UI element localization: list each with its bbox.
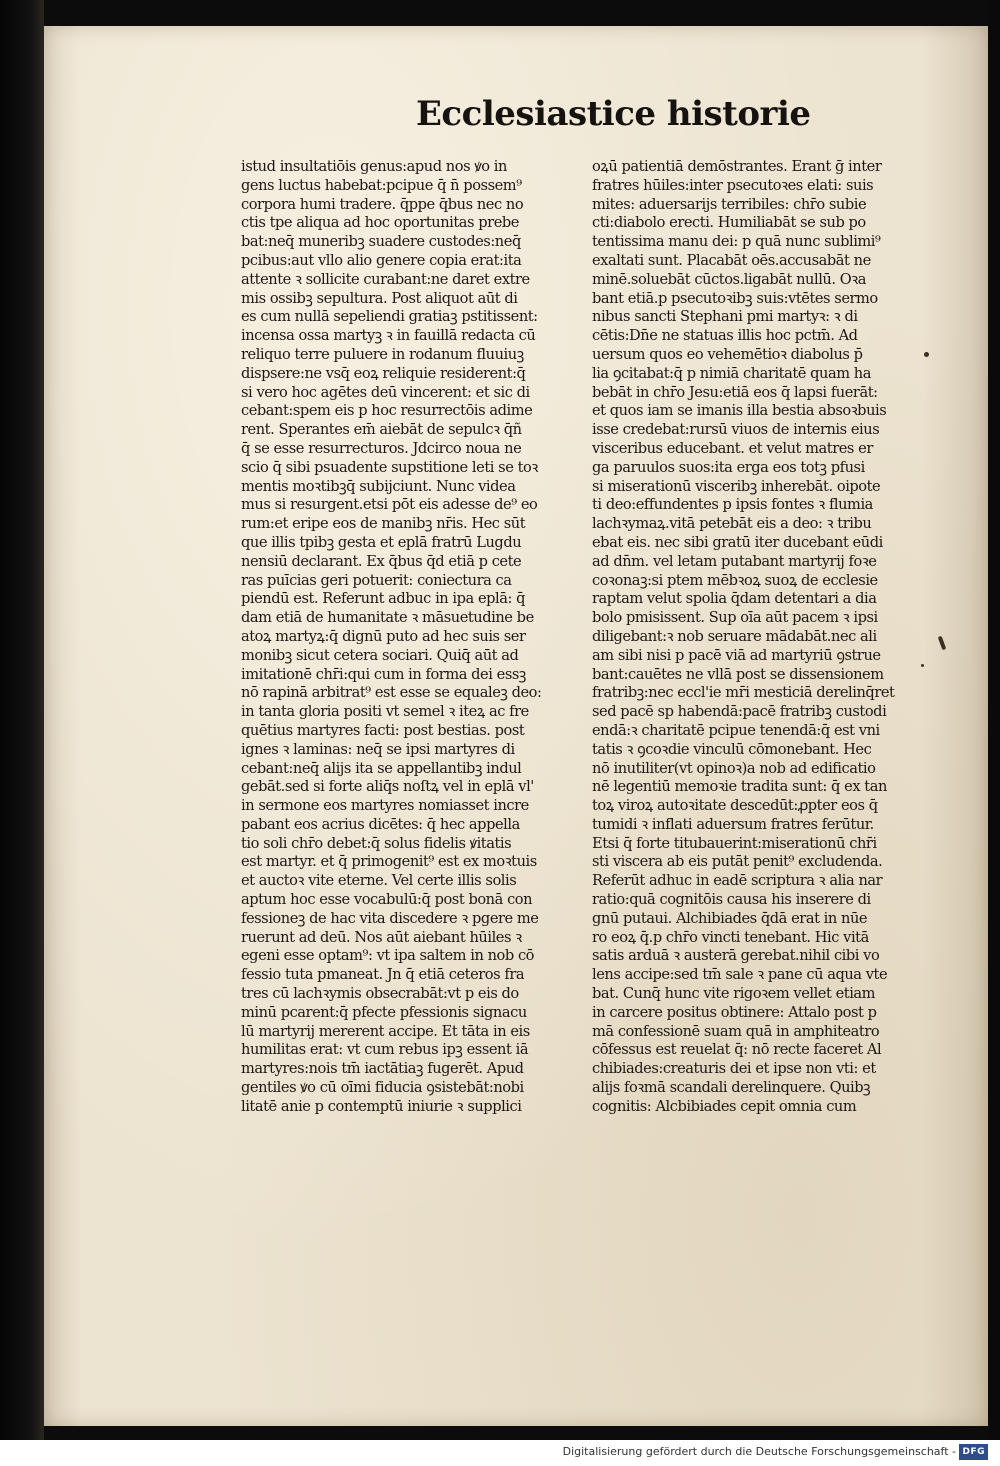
text-line: pabant eos acrius dicētes: q̄ hec appella [241, 815, 520, 833]
text-line: incensa ossa martyꝫ ꝛ in fauillā redacta cū [241, 327, 536, 345]
text-line: nō rapinā arbitrat⁹ est esse se equaleꝫ deo: [241, 684, 542, 702]
text-line: bolo pmisissent. Sup oīa aūt pacem ꝛ ipsi [592, 609, 878, 627]
text-line: aptum hoc esse vocabulū:q̄ post bonā con [241, 891, 533, 909]
text-line: endā:ꝛ charitatē pcipue tenendā:q̄ est vni [592, 721, 880, 739]
text-line: bat:neq̄ muneribꝫ suadere custodes:neq̄ [241, 233, 521, 251]
text-line: tres cū lachꝛymis obsecrabāt:vt p eis do [241, 985, 519, 1003]
text-line: et quos iam se imanis illa bestia absoꝛbuis [592, 402, 887, 420]
text-line: dispsere:ne vsq̄ eoꝝ reliquie residerent:q̄ [241, 364, 526, 382]
text-line: monibꝫ sicut cetera sociari. Quiq̄ aūt ad [241, 646, 519, 664]
text-line: ignes ꝛ laminas: neq̄ se ipsi martyres di [241, 740, 515, 758]
text-line: cebant:neq̄ alijs ita se appellantibꝫ indul [241, 759, 522, 777]
text-line: martyres:nois tm̄ iactātiaꝫ fugerēt. Apud [241, 1060, 524, 1078]
text-line: lia ꝯcitabat:q̄ p nimiā charitatē quam ha [592, 364, 871, 382]
text-line: minē.soluebāt cūctos.ligabāt nullū. Oꝛa [592, 270, 866, 288]
ink-blot [921, 664, 924, 667]
text-line: rent. Sperantes em̄ aiebāt de sepulcꝛ q̄ñ [241, 421, 522, 439]
text-line: nibus sancti Stephani pmi martyꝛ: ꝛ di [592, 308, 858, 326]
text-line: in sermone eos martyres nomiasset incre [241, 797, 529, 815]
text-line: dam etiā de humanitate ꝛ māsuetudine be [241, 609, 534, 627]
text-line: diligebant:ꝛ nob seruare mādabāt.nec ali [592, 627, 877, 645]
text-line: litatē anie p contemptū iniurie ꝛ supplici [241, 1097, 522, 1115]
text-line: gebāt.sed si forte aliq̄s noſtꝝ vel in eplā vl' [241, 778, 534, 796]
text-line: mentis moꝛtibꝫq̄ subijciunt. Nunc videa [241, 477, 516, 495]
text-line: attente ꝛ sollicite curabant:ne daret extre [241, 270, 530, 288]
text-line: nō inutiliter(vt opinoꝛ)a nob ad edificatio [592, 759, 876, 777]
text-line: sed pacē sp habendā:pacē fratribꝫ custodi [592, 703, 887, 721]
text-line: alijs foꝛmā scandali derelinquere. Quibꝫ [592, 1079, 871, 1097]
text-line: bat. Cunq̄ hunc vite rigoꝛem vellet etiam [592, 985, 876, 1003]
text-line: humilitas erat: vt cum rebus ipꝫ essent iā [241, 1041, 529, 1059]
text-line: fessio tuta pmaneat. Jn q̄ etiā ceteros fra [241, 966, 525, 984]
text-line: cebant:spem eis p hoc resurrectōis adime [241, 402, 533, 420]
text-line: oꝝū patientiā demōstrantes. Erant ḡ inter [592, 158, 882, 175]
text-line: uersum quos eo vehemētioꝛ diabolus p̄ [592, 345, 863, 363]
text-line: tatis ꝛ ꝯcoꝛdie vinculū cōmonebant. Hec [592, 740, 872, 758]
text-line: raptam velut spolia q̄dam detentari a dia [592, 590, 877, 608]
text-line: am sibi nisi p pacē viā ad martyriū ꝯstrue [592, 646, 881, 664]
text-line: cētis:Dn̄e ne statuas illis hoc pctm̄. Ad [592, 327, 858, 345]
text-line: lachꝛymaꝝ.vitā petebāt eis a deo: ꝛ tribu [592, 515, 872, 533]
text-column-left [241, 158, 601, 1117]
text-line: exaltati sunt. Placabāt oēs.accusabāt ne [592, 251, 871, 269]
book-page [44, 26, 988, 1426]
text-line: cognitis: Alcbibiades cepit omnia cum [592, 1097, 857, 1115]
text-line: si vero hoc agētes deū vincerent: et sic di [241, 383, 530, 401]
text-line: fratribꝫ:nec eccl'ie mr̄i mesticiā derelinq̄ret [592, 684, 895, 702]
dfg-logo: DFG [959, 1444, 988, 1460]
text-line: atoꝝ martyꝝ:q̄ dignū puto ad hec suis ser [241, 627, 526, 645]
text-line: q̄ se esse resurrecturos. Jdcirco noua ne [241, 439, 522, 457]
text-line: istud insultatiōis genus:apud nos ꝟo in [241, 158, 507, 175]
text-line: lū martyrij mererent accipe. Et tāta in eis [241, 1022, 530, 1040]
text-line: in tanta gloria positi vt semel ꝛ iteꝝ ac fre [241, 703, 529, 721]
text-line: que illis tpibꝫ gesta et eplā fratrū Lugdu [241, 533, 522, 551]
text-line: lens accipe:sed tm̄ sale ꝛ pane cū aqua vte [592, 966, 888, 984]
text-line: cti:diabolo erecti. Humiliabāt se sub po [592, 214, 866, 232]
text-line: nē legentiū memoꝛie tradita sunt: q̄ ex tan [592, 778, 887, 796]
footer-bar [0, 1440, 1000, 1466]
text-line: si miserationū visceribꝫ inherebāt. oipote [592, 477, 881, 495]
text-line: satis arduā ꝛ austerā gerebat.nihil cibi vo [592, 947, 880, 965]
text-line: bebāt in chr̄o Jesu:etiā eos q̄ lapsi fuerāt: [592, 383, 878, 401]
text-line: minū pcarent:q̄ pfecte pfessionis signacu [241, 1003, 527, 1021]
text-line: Etsi q̄ forte titubauerint:miserationū chr̄i [592, 834, 877, 852]
text-line: gentiles ꝟo cū oīmi fiducia ꝯsistebāt:nobi [241, 1079, 524, 1097]
text-line: ratio:quā cognitōis causa his inserere di [592, 891, 871, 909]
text-line: mis ossibꝫ sepultura. Post aliquot aūt di [241, 289, 518, 307]
text-line: mā confessionē suam quā in amphiteatro [592, 1022, 880, 1040]
text-line: isse credebat:rursū viuos de internis eius [592, 421, 880, 439]
text-line: scio q̄ sibi psuadente supstitione leti se toꝛ [241, 458, 538, 476]
text-line: coꝛonaꝫ:si ptem mēbꝛoꝝ suoꝝ de ecclesie [592, 571, 878, 589]
text-line: ga paruulos suos:ita erga eos totꝫ pfusi [592, 458, 865, 476]
text-line: quētius martyres facti: post bestias. post [241, 721, 525, 739]
text-line: pcibus:aut vllo alio genere copia erat:ita [241, 251, 522, 269]
text-line: piendū est. Referunt adbuc in ipa eplā: q̄ [241, 590, 526, 608]
text-line: cōfessus est reuelat q̄: nō recte faceret Al [592, 1041, 882, 1059]
text-line: gens luctus habebat:pcipue q̄ n̄ possem⁹ [241, 176, 522, 194]
text-line: et auctoꝛ vite eterne. Vel certe illis solis [241, 872, 517, 890]
text-line: ras puīcias geri potuerit: coniectura ca [241, 571, 512, 589]
text-line: est martyr. et q̄ primogenit⁹ est ex moꝛtuis [241, 853, 537, 871]
text-line: chibiades:creaturis dei et ipse non vti: et [592, 1060, 876, 1078]
text-line: egeni esse optam⁹: vt ipa saltem in nob cō [241, 947, 535, 965]
text-line: ebat eis. nec sibi gratū iter ducebant eūdi [592, 533, 883, 551]
ink-blot [924, 352, 929, 357]
text-line: corpora humi tradere. q̄ppe q̄bus nec no [241, 195, 524, 213]
text-line: ctis tpe aliqua ad hoc oportunitas prebe [241, 214, 519, 232]
text-line: ti deo:effundentes p ipsis fontes ꝛ flumia [592, 496, 873, 514]
text-line: tentissima manu dei: p quā nunc sublimi⁹ [592, 233, 881, 251]
text-line: ruerunt ad deū. Nos aūt aiebant hūiles ꝛ [241, 928, 522, 946]
scan-background-right [988, 0, 1000, 1440]
text-line: bant:cauētes ne vllā post se dissensionem [592, 665, 884, 683]
running-head: Ecclesiastice historie [416, 94, 811, 134]
text-line: tio soli chr̄o debet:q̄ solus fidelis ꝟitatis [241, 834, 512, 852]
text-line: Referūt adhuc in eadē scriptura ꝛ alia nar [592, 872, 883, 890]
text-line: bant etiā.p psecutoꝛibꝫ suis:vtētes sermo [592, 289, 878, 307]
text-line: mus si resurgent.etsi pōt eis adesse de⁹ eo [241, 496, 538, 514]
text-line: imitationē chr̄i:qui cum in forma dei essꝫ [241, 665, 526, 683]
funding-notice: Digitalisierung gefördert durch die Deutsche Forschungsgemeinschaft - [562, 1445, 956, 1458]
text-line: ro eoꝝ q̄.p chr̄o vincti tenebant. Hic vitā [592, 928, 869, 946]
text-line: sti viscera ab eis putāt penit⁹ excludenda. [592, 853, 883, 871]
text-line: es cum nullā sepeliendi gratiaꝫ pstitissent: [241, 308, 538, 326]
text-line: fratres hūiles:inter psecutoꝛes elati: suis [592, 176, 874, 194]
text-line: mites: aduersarijs terribiles: chr̄o subie [592, 195, 867, 213]
text-line: fessioneꝫ de hac vita discedere ꝛ pgere me [241, 909, 539, 927]
text-line: ad dn̄m. vel letam putabant martyrij foꝛe [592, 552, 877, 570]
scan-background-left [0, 0, 44, 1440]
text-line: rum:et eripe eos de manibꝫ nr̄is. Hec sūt [241, 515, 526, 533]
text-line: reliquo terre puluere in rodanum fluuiuꝫ [241, 345, 524, 363]
text-line: visceribus educebant. et velut matres er [592, 439, 873, 457]
text-line: in carcere positus obtinere: Attalo post p [592, 1003, 877, 1021]
text-line: gnū putaui. Alchibiades q̄dā erat in nūe [592, 909, 868, 927]
text-column-right [592, 158, 952, 1117]
text-line: toꝝ viroꝝ autoꝛitate descedūt:ꝓpter eos q̄ [592, 797, 878, 815]
text-line: tumidi ꝛ inflati aduersum fratres ferūtur. [592, 815, 874, 833]
text-line: nensiū declarant. Ex q̄bus q̄d etiā p cete [241, 552, 522, 570]
